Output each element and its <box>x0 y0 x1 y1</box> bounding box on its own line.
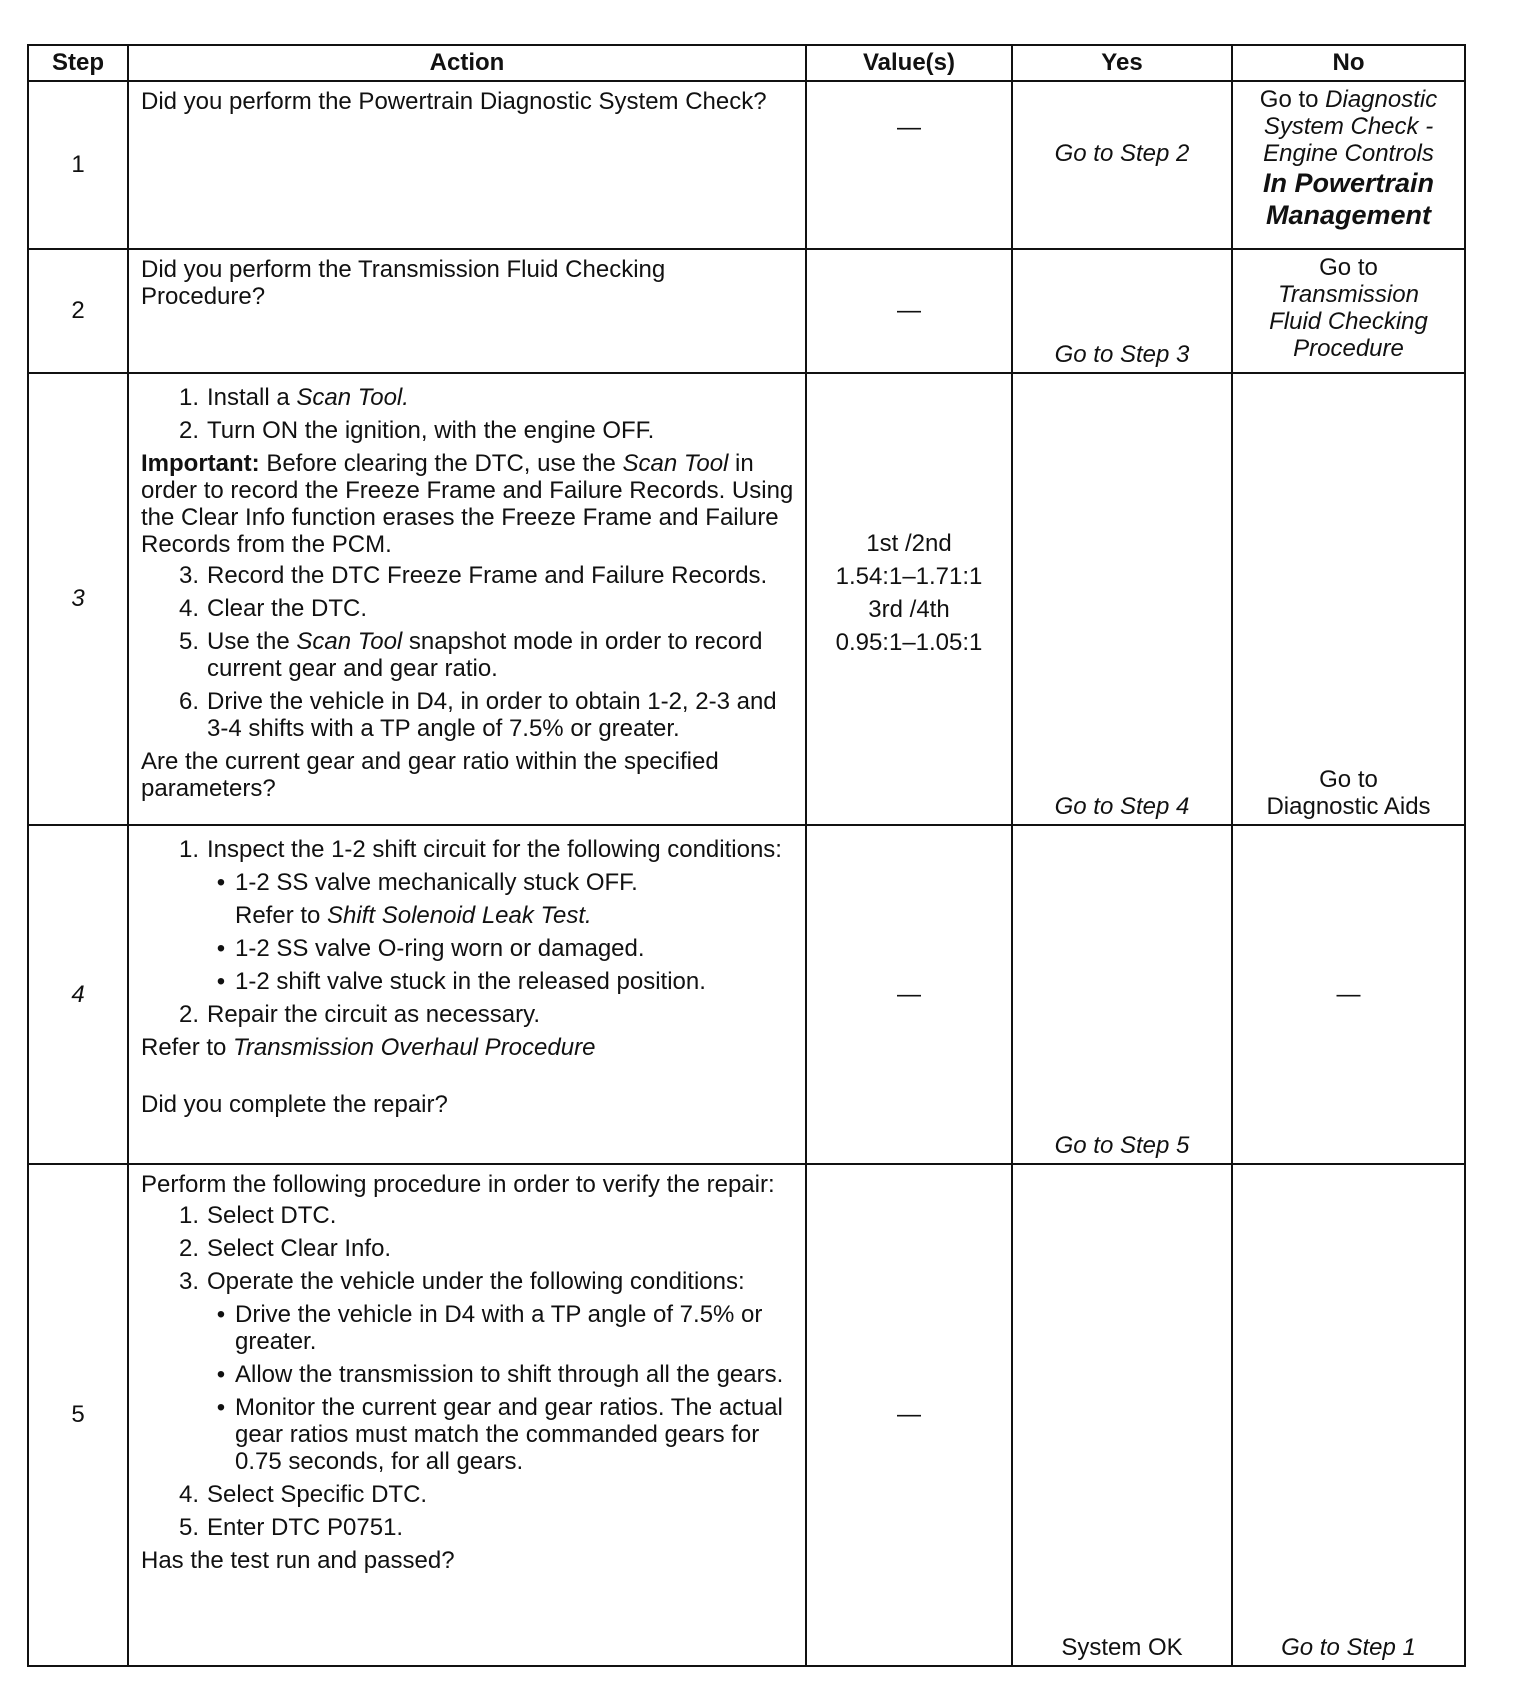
bullet: • <box>216 1301 226 1328</box>
header-no: No <box>1232 45 1465 81</box>
gear-ratio-values <box>807 527 1011 659</box>
important-note <box>141 450 795 558</box>
action-text: Clear the DTC. <box>207 595 368 622</box>
no-text: Go to <box>1319 766 1378 793</box>
value-cell <box>806 81 1012 249</box>
no-cell <box>1232 249 1465 373</box>
yes-link[interactable]: Go to Step 5 <box>1054 1132 1190 1159</box>
list-number: 2. <box>178 417 199 444</box>
no-text: In Powertrain <box>1262 168 1435 198</box>
yes-result: System OK <box>1061 1634 1183 1661</box>
value-cell <box>806 373 1012 825</box>
value-cell <box>806 1164 1012 1666</box>
action-text: Drive the vehicle in D4, in order to obtain 1-2, 2-3 and 3-4 shifts with a TP angle of 7.5% or greater. <box>207 688 777 742</box>
action-text: Select Specific DTC. <box>207 1481 428 1508</box>
no-text: Diagnostic Aids <box>1266 793 1431 820</box>
list-number: 4. <box>178 595 199 622</box>
step-number: 2 <box>28 249 128 373</box>
action-text: Select Clear Info. <box>207 1235 392 1262</box>
action-text: Did you perform the Transmission Fluid Checking Procedure? <box>141 256 666 310</box>
list-number: 1. <box>178 384 199 411</box>
table-row <box>28 81 1465 249</box>
action-text: Enter DTC P0751. <box>207 1514 404 1541</box>
action-text: Before clearing the DTC, use the <box>259 450 623 477</box>
table-row <box>28 825 1465 1164</box>
value-text: 1.54:1–1.71:1 <box>835 563 983 590</box>
no-text: Transmission <box>1278 281 1419 308</box>
list-number: 2. <box>178 1001 199 1028</box>
table-row <box>28 373 1465 825</box>
step-number: 5 <box>28 1164 128 1666</box>
value-dash: — <box>897 1401 921 1428</box>
no-cell <box>1232 825 1465 1164</box>
bullet: • <box>216 1394 226 1421</box>
no-link[interactable]: Go to Step 1 <box>1281 1634 1416 1661</box>
yes-link[interactable]: Go to Step 4 <box>1054 793 1190 820</box>
bullet: • <box>216 968 226 995</box>
yes-link[interactable]: Go to Step 3 <box>1054 341 1190 368</box>
important-label: Important: <box>141 450 260 477</box>
action-text: Repair the circuit as necessary. <box>207 1001 541 1028</box>
action-cell <box>128 1164 806 1666</box>
action-text: Scan Tool <box>296 628 403 655</box>
no-cell <box>1232 1164 1465 1666</box>
list-number: 4. <box>178 1481 199 1508</box>
action-text: Allow the transmission to shift through all the gears. <box>235 1361 784 1388</box>
value-dash: — <box>897 980 921 1008</box>
list-number: 5. <box>178 628 199 655</box>
step-number: 1 <box>28 81 128 249</box>
action-text: Record the DTC Freeze Frame and Failure Records. <box>207 562 768 589</box>
no-text: Diagnostic <box>1325 86 1438 113</box>
bullet: • <box>216 869 226 896</box>
action-text: 1-2 SS valve mechanically stuck OFF. <box>235 869 638 896</box>
header-row <box>28 45 1465 81</box>
bullet: • <box>216 1361 226 1388</box>
no-text: Go to <box>1319 254 1378 281</box>
action-text: Inspect the 1-2 shift circuit for the following conditions: <box>207 836 782 863</box>
step-number: 4 <box>28 825 128 1164</box>
no-link[interactable] <box>1233 766 1464 820</box>
no-cell <box>1232 373 1465 825</box>
value-cell <box>806 249 1012 373</box>
value-text: 1st /2nd <box>866 530 952 557</box>
reference-link[interactable]: Shift Solenoid Leak Test. <box>327 902 592 929</box>
list-number: 3. <box>178 562 199 589</box>
no-text: Fluid Checking <box>1269 308 1428 335</box>
no-link[interactable] <box>1233 82 1464 235</box>
no-cell <box>1232 81 1465 249</box>
action-text: Turn ON the ignition, with the engine OFF. <box>207 417 655 444</box>
action-text: Refer to <box>235 902 328 929</box>
header-values: Value(s) <box>806 45 1012 81</box>
action-text: Perform the following procedure in order to verify the repair: <box>141 1171 775 1198</box>
value-dash: — <box>897 114 921 141</box>
no-text: Management <box>1265 200 1432 230</box>
action-text: Drive the vehicle in D4 with a TP angle of 7.5% or greater. <box>235 1301 763 1355</box>
action-question: Are the current gear and gear ratio within the specified parameters? <box>141 748 719 802</box>
action-text: Did you perform the Powertrain Diagnostic System Check? <box>141 88 767 115</box>
action-text: Scan Tool <box>622 450 729 477</box>
action-text: Scan Tool. <box>296 384 409 411</box>
action-question: Has the test run and passed? <box>141 1547 455 1574</box>
no-text: Go to <box>1259 86 1326 113</box>
no-text: Procedure <box>1293 335 1404 362</box>
header-step: Step <box>28 45 128 81</box>
action-text: 1-2 shift valve stuck in the released position. <box>235 968 706 995</box>
reference-link[interactable]: Transmission Overhaul Procedure <box>233 1034 596 1061</box>
action-text: Select DTC. <box>207 1202 337 1229</box>
value-cell <box>806 825 1012 1164</box>
step-number: 3 <box>28 373 128 825</box>
action-cell <box>128 81 806 249</box>
diagnostic-table <box>27 44 1466 1667</box>
action-text: Monitor the current gear and gear ratios. The actual gear ratios must match the commanded gears for 0.75 seconds, for all gears. <box>235 1394 783 1475</box>
action-text: Operate the vehicle under the following conditions: <box>207 1268 745 1295</box>
action-text: Refer to <box>141 1034 234 1061</box>
no-link[interactable] <box>1233 250 1464 366</box>
action-cell <box>128 825 806 1164</box>
action-text: Use the <box>207 628 297 655</box>
action-cell <box>128 373 806 825</box>
action-text: snapshot mode in order to record current gear and gear ratio. <box>207 628 763 682</box>
list-number: 2. <box>178 1235 199 1262</box>
list-number: 6. <box>178 688 199 715</box>
no-text: System Check - <box>1263 113 1434 140</box>
diagnostic-table-document <box>27 44 1464 1661</box>
yes-cell <box>1012 825 1232 1164</box>
action-cell <box>128 249 806 373</box>
value-text: 3rd /4th <box>868 596 950 623</box>
value-text: 0.95:1–1.05:1 <box>835 629 983 656</box>
action-text: in order to record the Freeze Frame and Failure Records. Using the Clear Info function erases the Freeze Frame and Failure Records from the PCM. <box>141 450 794 558</box>
list-number: 1. <box>178 836 199 863</box>
table-row <box>28 249 1465 373</box>
header-yes: Yes <box>1012 45 1232 81</box>
table-row <box>28 1164 1465 1666</box>
action-text: Install a <box>207 384 297 411</box>
action-question: Did you complete the repair? <box>141 1091 448 1118</box>
action-text: 1-2 SS valve O-ring worn or damaged. <box>235 935 645 962</box>
yes-cell <box>1012 373 1232 825</box>
yes-link[interactable]: Go to Step 2 <box>1054 140 1190 167</box>
value-dash: — <box>897 297 921 324</box>
no-text: Engine Controls <box>1263 140 1434 167</box>
header-action: Action <box>128 45 806 81</box>
list-number: 3. <box>178 1268 199 1295</box>
yes-cell <box>1012 81 1232 249</box>
yes-cell <box>1012 1164 1232 1666</box>
no-dash: — <box>1336 980 1361 1008</box>
bullet: • <box>216 935 226 962</box>
list-number: 1. <box>178 1202 199 1229</box>
yes-cell <box>1012 249 1232 373</box>
list-number: 5. <box>178 1514 199 1541</box>
